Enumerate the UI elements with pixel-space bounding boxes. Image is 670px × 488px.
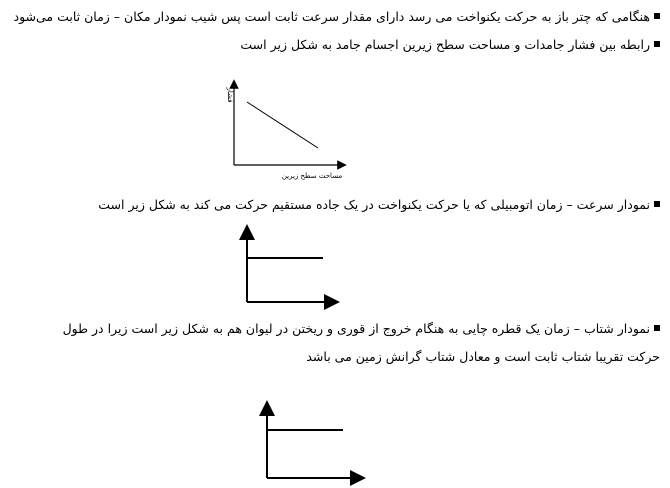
statement-3-text: نمودار سرعت – زمان اتومبیلی که یا حرکت یکنواخت در یک جاده مستقیم حرکت می کند به شکل زیر است	[98, 197, 650, 212]
statement-2-text: رابطه بین فشار جامدات و مساحت سطح زیرین اجسام جامد به شکل زیر است	[240, 37, 650, 52]
statement-1-text: هنگامی که چتر باز به حرکت یکنواخت می رسد دارای مقدار سرعت ثابت است پس شیب نمودار مکان – زمان ثابت می‌شود	[13, 9, 650, 24]
statement-4-continuation-text: حرکت تقریبا شتاب ثابت است و معادل شتاب گرانش زمین می باشد	[306, 349, 660, 364]
statement-4-text: نمودار شتاب – زمان یک قطره چایی به هنگام خروج از قوری و ریختن در لیوان هم به شکل زیر است زیرا در طول	[62, 321, 650, 336]
pressure-area-graph	[226, 84, 342, 180]
decreasing-line	[247, 102, 318, 148]
y-axis-label: فشار	[226, 87, 234, 103]
acceleration-time-graph	[267, 408, 358, 478]
velocity-time-graph	[247, 232, 332, 302]
x-axis-label: مساحت سطح زیرین	[281, 172, 343, 180]
